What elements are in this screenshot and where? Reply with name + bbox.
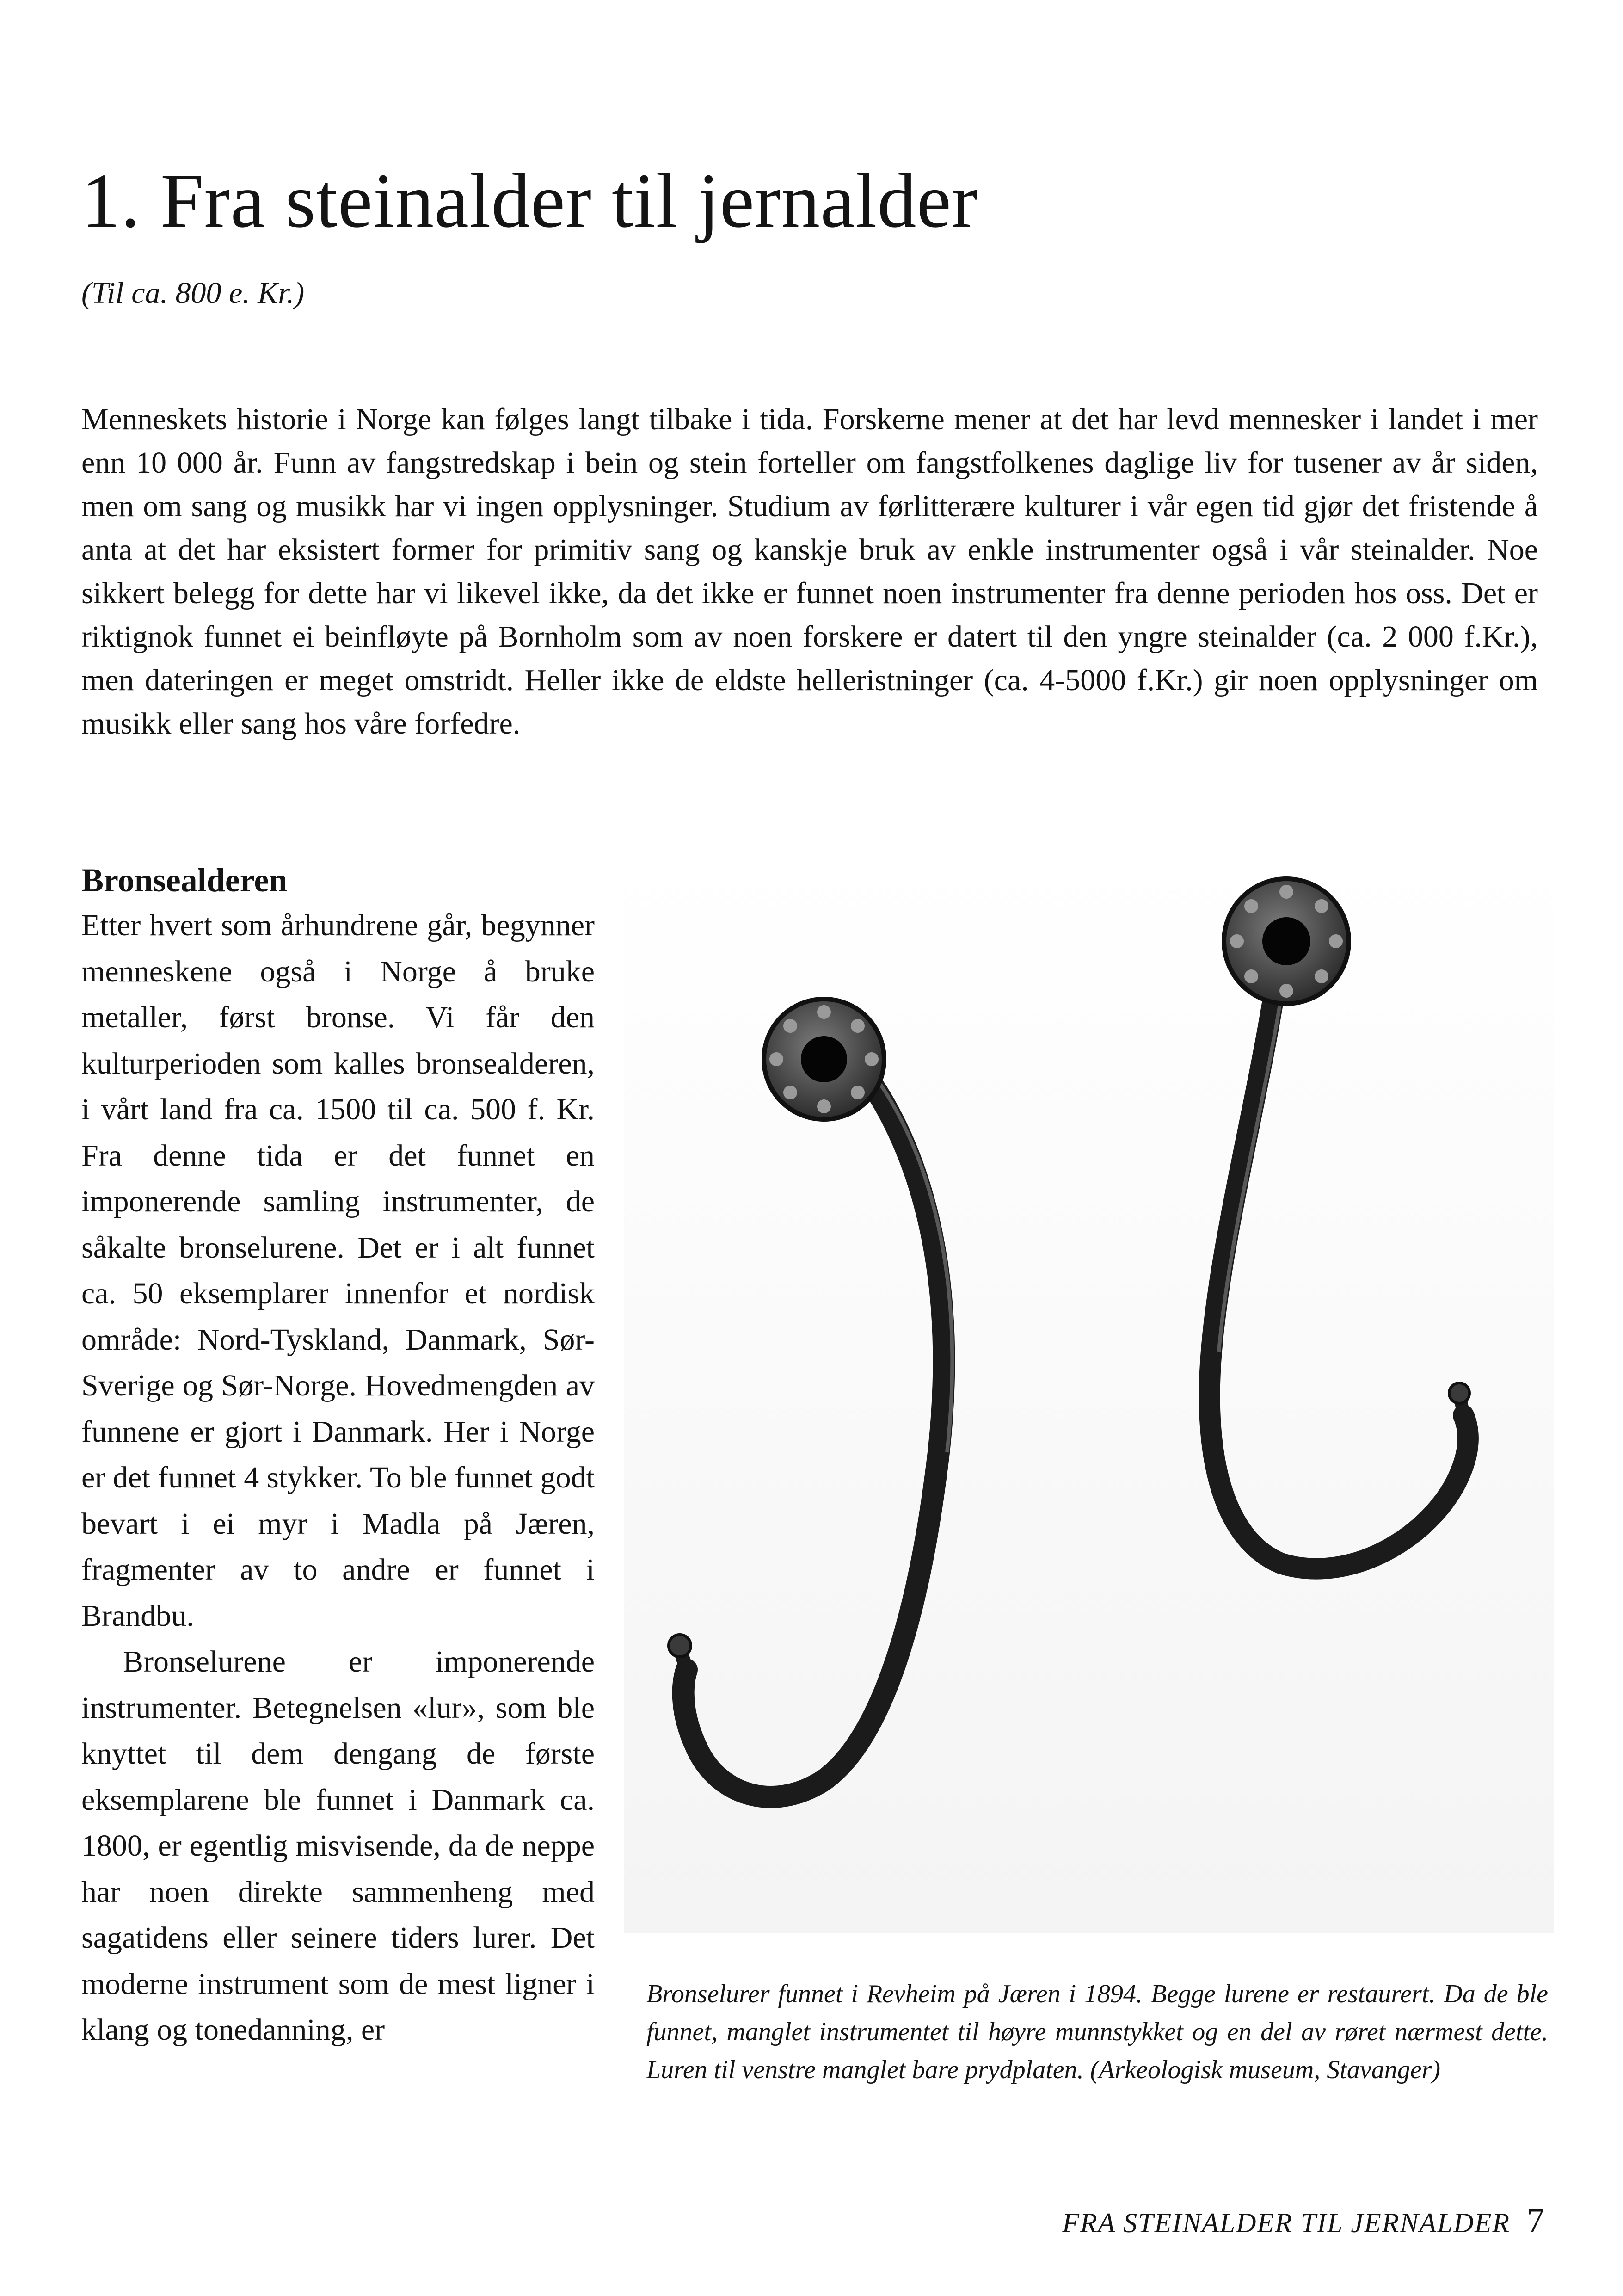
chapter-title: 1. Fra steinalder til jernalder: [81, 158, 978, 244]
lur-photo: [624, 860, 1554, 1933]
chapter-subtitle: (Til ca. 800 e. Kr.): [81, 276, 305, 310]
bronze-age-column: [81, 858, 595, 2053]
page-footer: [1062, 2201, 1544, 2241]
running-title: FRA STEINALDER TIL JERNALDER: [1062, 2208, 1510, 2238]
body-paragraph-2: Bronselurene er imponerende instrumenter. Betegnelsen «lur», som ble knyttet til dem dengang de første eksemplarene ble funnet i Danmark ca. 1800, er egentlig misvisende, da de neppe har noen direkte sammenheng med sagatidens eller seinere tiders lurer. Det moderne instrument som de mest ligner i klang og tonedanning, er: [81, 1645, 595, 2047]
page-number: 7: [1527, 2201, 1544, 2240]
intro-paragraph: Menneskets historie i Norge kan følges langt tilbake i tida. Forskerne mener at det har levd mennesker i landet i mer enn 10 000 år. Funn av fangstredskap i bein og stein forteller om fangstfolkenes daglige liv for tusener av år siden, men om sang og musikk har vi ingen opplysninger. Studium av førlitterære kulturer i vår egen tid gjør det fristende å anta at det har eksistert former for primitiv sang og kanskje bruk av enkle instrumenter også i vår steinalder. Noe sikkert belegg for dette har vi likevel ikke, da det ikke er funnet noen instrumenter fra denne perioden hos oss. Det er riktignok funnet ei beinfløyte på Bornholm som av noen forskere er datert til den yngre steinalder (ca. 2 000 f.Kr.), men dateringen er meget omstridt. Heller ikke de eldste helleristninger (ca. 4-5000 f.Kr.) gir noen opplysninger om musikk eller sang hos våre forfedre.: [81, 402, 1538, 741]
section-heading: Bronsealderen: [81, 862, 288, 899]
figure-caption: Bronselurer funnet i Revheim på Jæren i 1894. Begge lurene er restaurert. Da de ble funnet, manglet instrumentet til høyre munnstykket og en del av røret nærmest dette. Luren til venstre manglet bare prydplaten. (Arkeologisk museum, Stavanger): [646, 1980, 1548, 2084]
body-paragraph-1: Etter hvert som århundrene går, begynner menneskene også i Norge å bruke metaller, først bronse. Vi får den kulturperioden som kalles bronsealderen, i vårt land fra ca. 1500 til ca. 500 f. Kr. Fra denne tida er det funnet en imponerende samling instrumenter, de såkalte bronselurene. Det er i alt funnet ca. 50 eksemplarer innenfor et nordisk område: Nord-Tyskland, Danmark, Sør-Sverige og Sør-Norge. Hovedmengden av funnene er gjort i Danmark. Her i Norge er det funnet 4 stykker. To ble funnet godt bevart i ei myr i Madla på Jæren, fragmenter av to andre er funnet i Brandbu.: [81, 908, 595, 1633]
photo-background: [624, 860, 1554, 1933]
